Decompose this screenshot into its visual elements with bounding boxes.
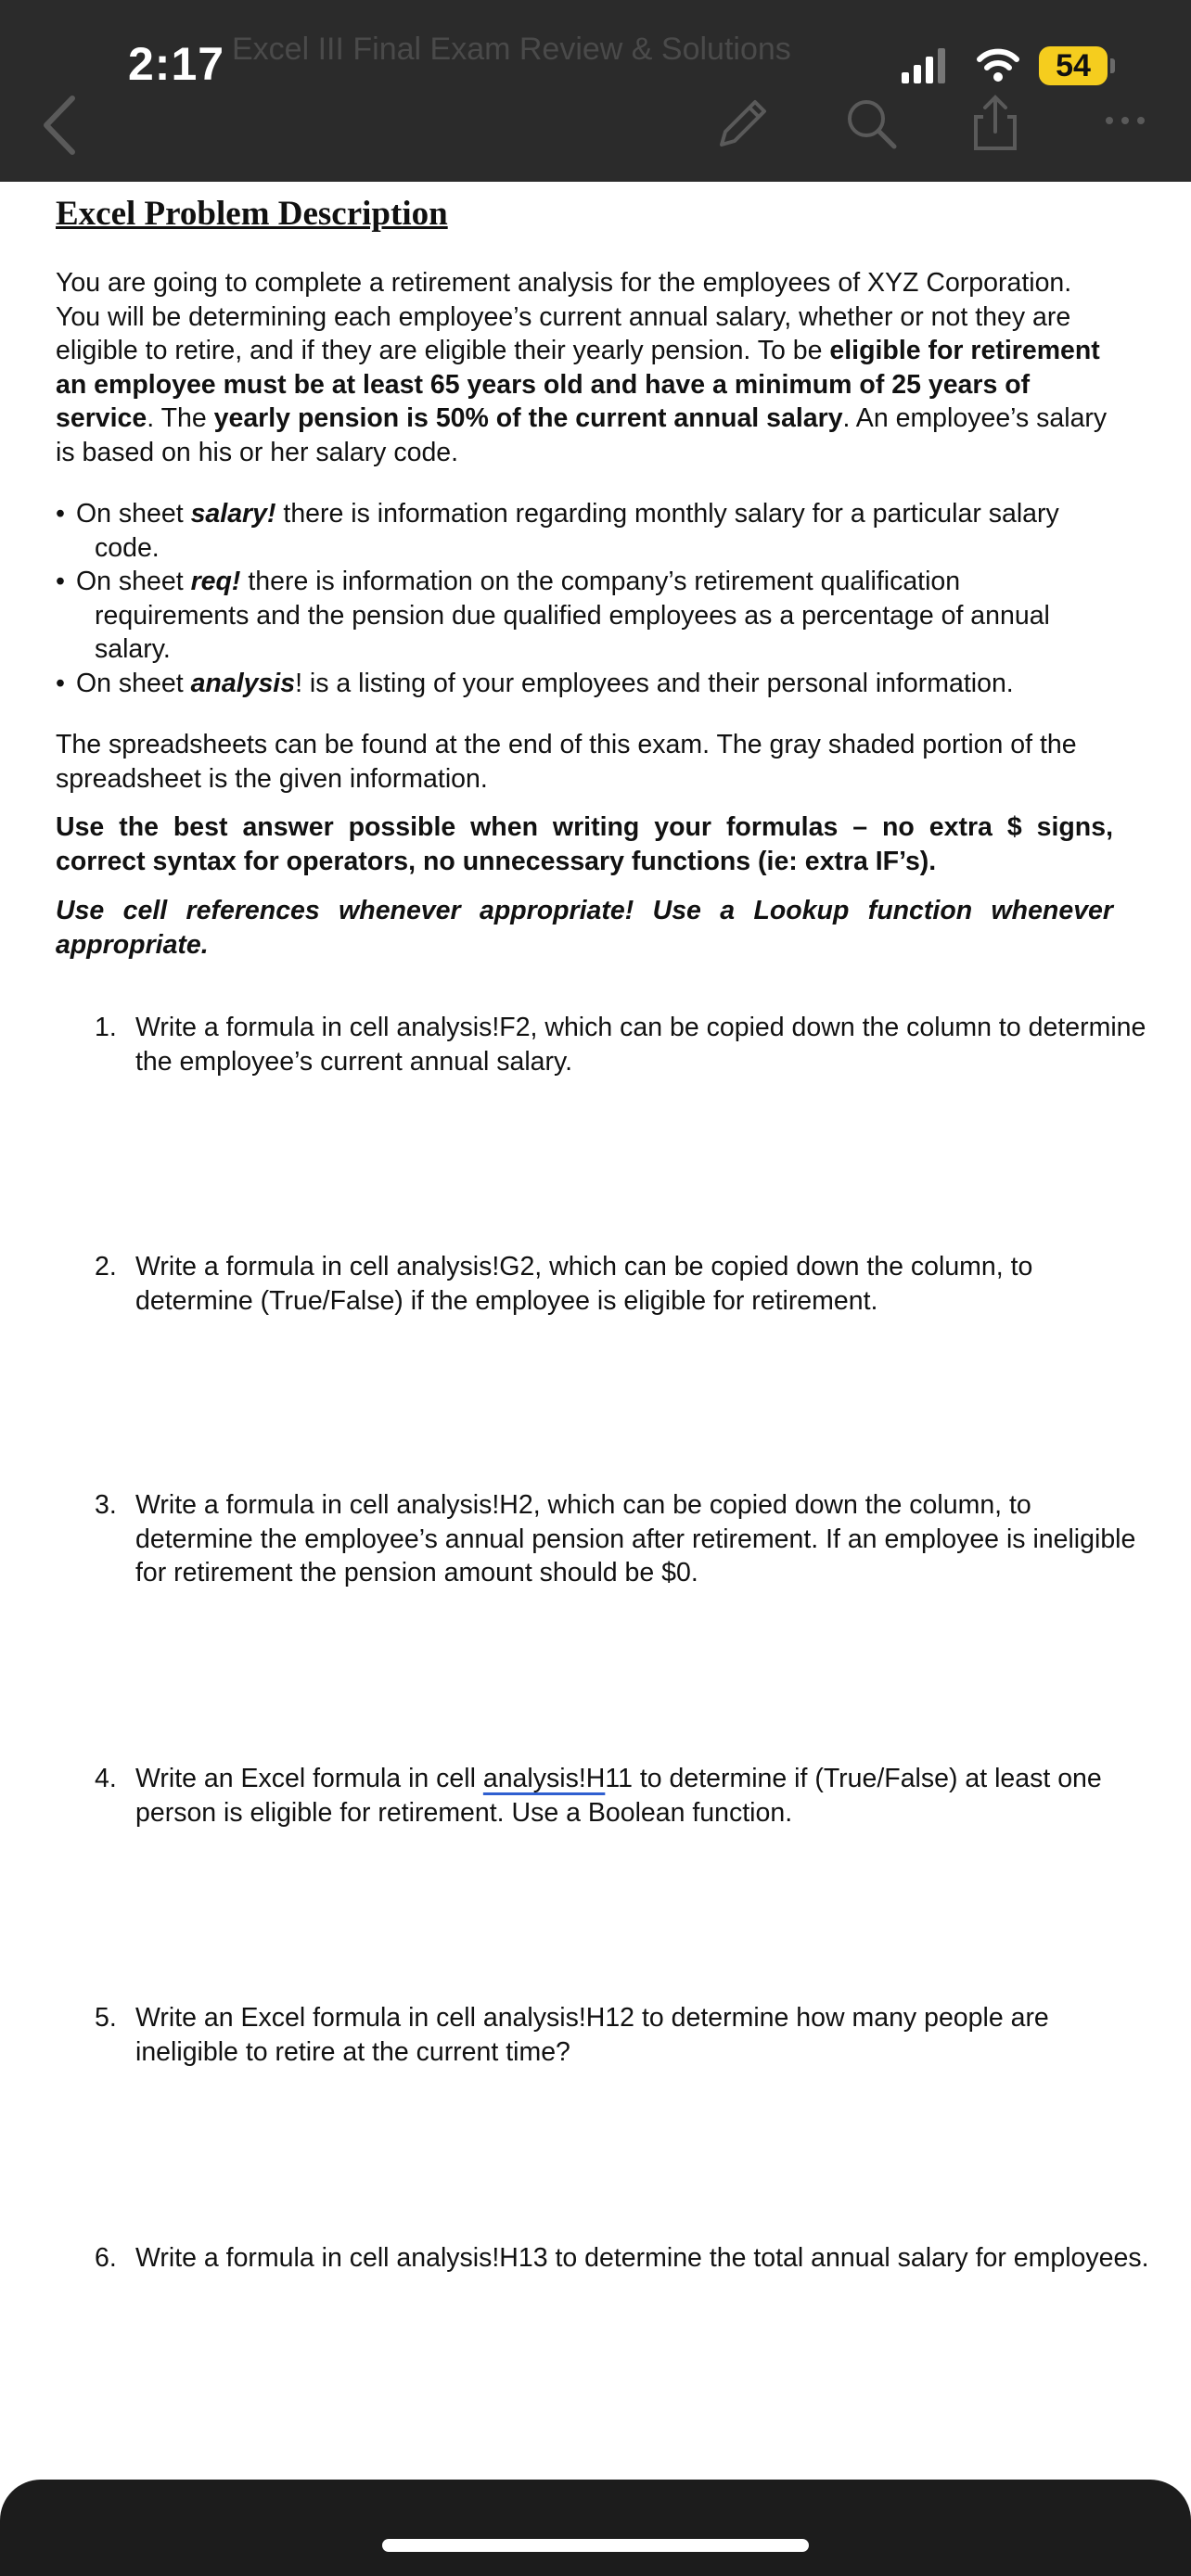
document-page [56,190,1113,963]
home-indicator[interactable] [382,2539,809,2552]
list-item: • On sheet salary! there is information regarding monthly salary for a particular salary code. [56,497,1113,565]
bottom-panel [0,2480,1191,2576]
wifi-icon [976,46,1020,83]
formula-note: Use the best answer possible when writing your formulas – no extra $ signs, correct syntax for operators, no unnecessary functions (ie: extra IF’s). [56,812,1113,876]
share-icon[interactable] [965,93,1026,154]
battery-indicator: 54 [1039,46,1108,85]
top-bar [0,0,1191,182]
pencil-icon[interactable] [712,93,774,154]
question-1: 1. Write a formula in cell analysis!F2, which can be copied down the column to determine the employee’s current annual salary. [95,1013,1146,1077]
battery-tip [1110,58,1115,73]
question-4: 4. Write an Excel formula in cell analysis!H11 to determine if (True/False) at least one person is eligible for retirement. Use a Boolean function. [95,1764,1102,1828]
lookup-note: Use cell references whenever appropriate! Use a Lookup function whenever appropriate. [56,896,1113,960]
intro-paragraph: You are going to complete a retirement analysis for the employees of XYZ Corporation. You will be determining each employee’s current annual salary, whether or not they are eligible to retire, and if they are eligible their yearly pension. To be eligible for retirement an employee must be at least 65 years old and have a minimum of 25 years of service. The yearly pension is 50% of the current annual salary. An employee’s salary is based on his or her salary code. [56,268,1108,467]
sheet-list [56,497,1113,700]
search-icon[interactable] [840,93,902,154]
spreadsheet-note: The spreadsheets can be found at the end of this exam. The gray shaded portion of the spreadsheet is the given information. [56,730,1077,794]
page-title: Excel Problem Description [56,195,448,233]
more-icon[interactable] [1102,111,1148,130]
status-time: 2:17 [128,38,225,90]
list-item: • On sheet req! there is information on the company’s retirement qualification requirements and the pension due qualified employees as a percentage of annual salary. [56,565,1113,667]
question-5: 5. Write an Excel formula in cell analysis!H12 to determine how many people are ineligible to retire at the current time? [95,2003,1049,2067]
question-3: 3. Write a formula in cell analysis!H2, which can be copied down the column, to determine the employee’s annual pension after retirement. If an employee is ineligible for retirement the pension amount should be $0. [95,1490,1136,1588]
document-title: Excel III Final Exam Review & Solutions [232,32,791,67]
question-2: 2. Write a formula in cell analysis!G2, which can be copied down the column, to determine (True/False) if the employee is eligible for retirement. [95,1252,1033,1316]
back-icon[interactable] [37,93,83,158]
cell-reference-link[interactable]: analysis!H [482,1764,606,1793]
list-item: • On sheet analysis! is a listing of your employees and their personal information. [56,667,1113,701]
signal-icon [902,46,948,83]
question-6: 6. Write a formula in cell analysis!H13 to determine the total annual salary for employees. [95,2243,1149,2273]
